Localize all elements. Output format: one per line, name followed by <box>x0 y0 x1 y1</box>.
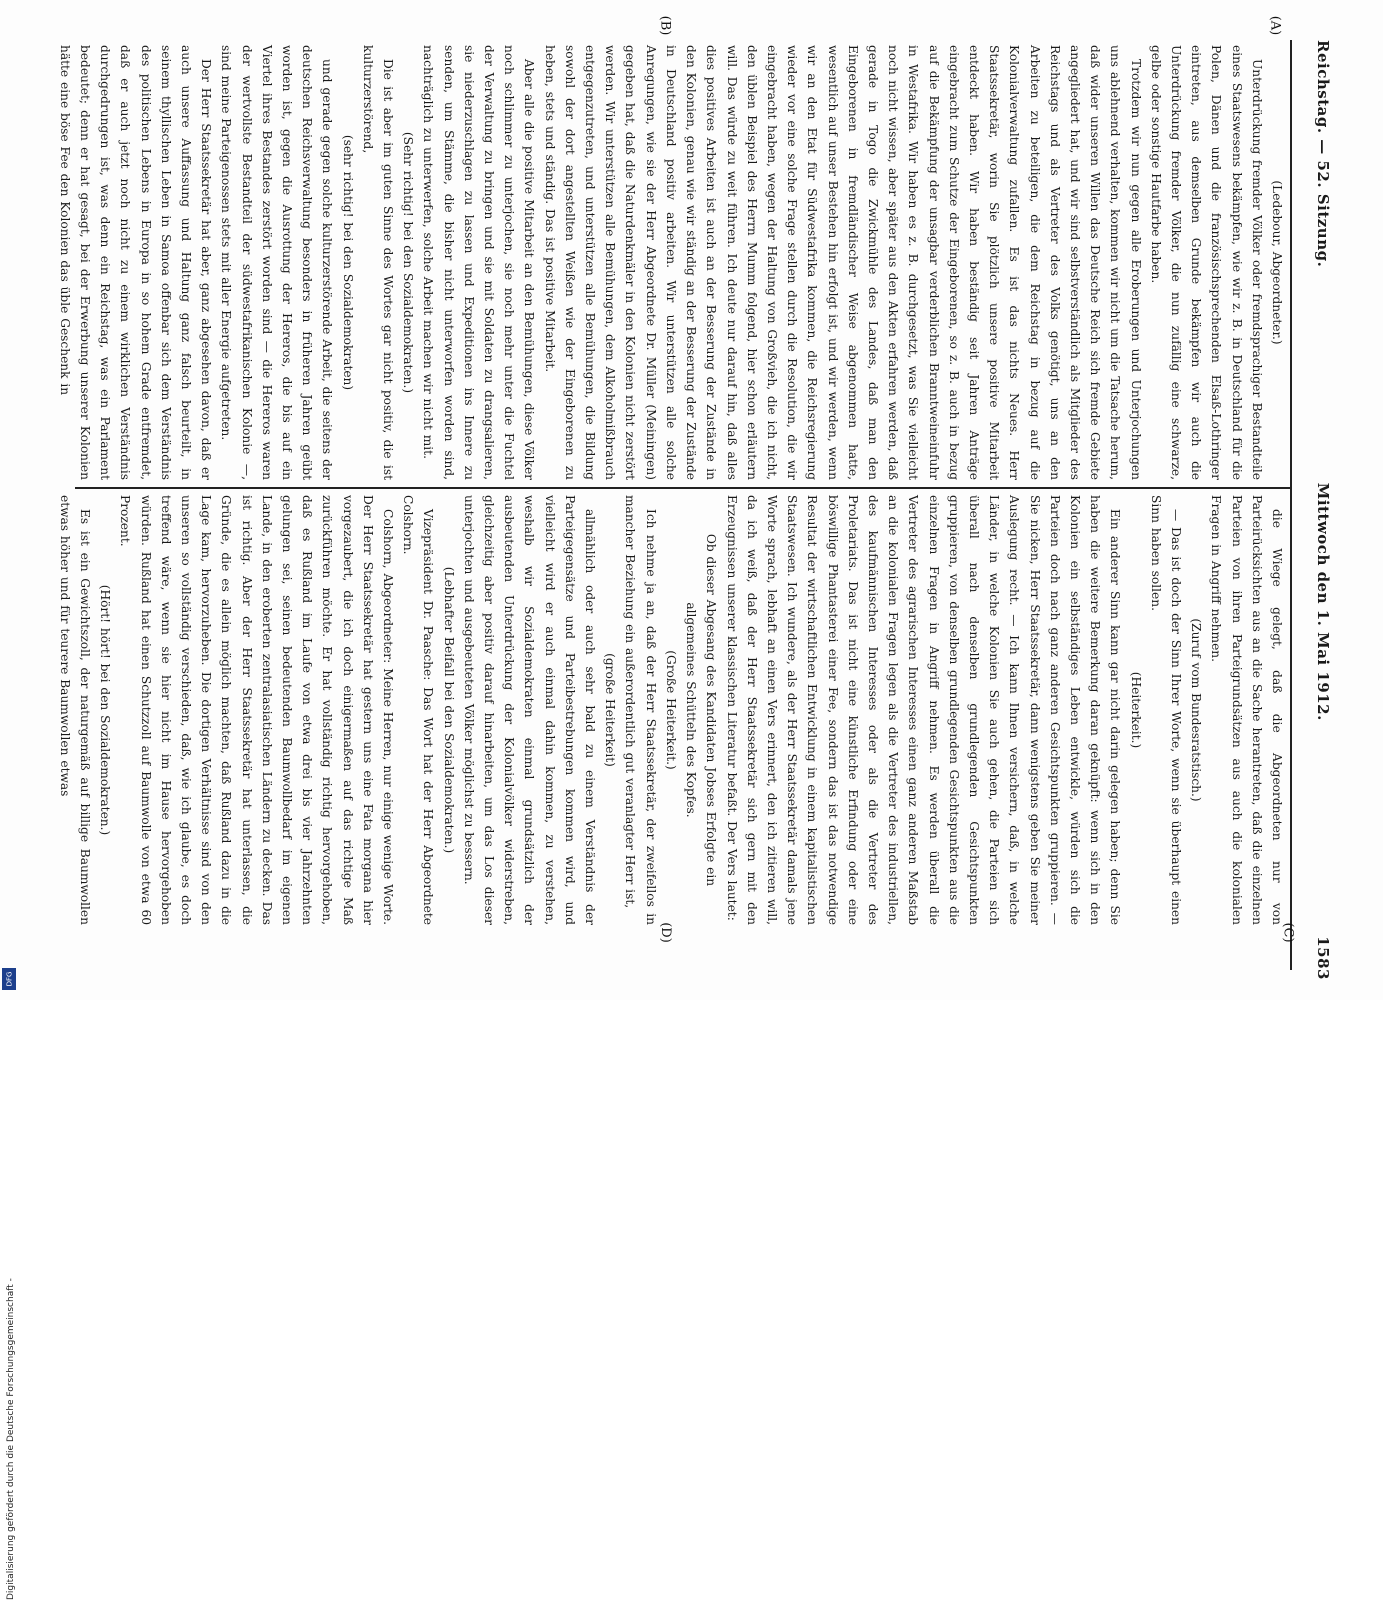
interjection: (Zuruf vom Bundesratstisch.) <box>1189 618 1204 802</box>
left-column <box>57 45 1287 480</box>
paragraph: Der Herr Staatssekretär hat aber, ganz abgesehen davon, daß er auch unsere Auffassung und Haltung ganz falsch beurteilt, in seinem thyllischen Leben in Samoa offenbar sich dem Verständnis des politischen Lebens in Europa in so hohem Grade entfremdet, daß er auch jetzt noch nicht zu einem wirklichen Verständnis durchgedrungen ist, was denn ein Reichstag, was ein Parlament bedeutet; denn er hat gesagt, bei der Erwerbung unserer Kolonien hätte eine böse Fee den Kolonien das üble Geschenk in <box>57 45 214 480</box>
paragraph: und gerade gegen solche kulturzerstörende Arbeit, die seitens der deutschen Reichsverwaltung besonders in früheren Jahren geübt worden ist, gegen die Ausrottung der Hereros, die bis auf ein Viertel ihres Bestandes zerstört worden sind — die Hereros waren der wertvollste Bestandteil der südwestafrikanischen Kolonie —, sind meine Parteigenossen stets mit aller Energie aufgetreten. <box>219 45 335 480</box>
header-left: Reichstag. — 52. Sitzung. <box>1314 40 1332 268</box>
paragraph: allmählich oder auch sehr bald zu einem Verständnis der Parteigegensätze und Parteibestrebungen kommen wird, und vielleicht wird er auch einmal dahin kommen, zu verstehen, weshalb wir Sozialdemokraten einmal grundsätzlich der ausbeutenden Unterdrückung der Kolonialvölker widerstreben, gleichzeitig aber positiv darauf hinarbeiten, um das Los dieser unterjochten und ausgebeuteten Völker möglichst zu bessern. <box>461 495 598 925</box>
running-header <box>1302 40 1332 980</box>
header-rule <box>1290 40 1292 970</box>
interjection: (Lebhafter Beifall bei den Sozialdemokraten.) <box>441 566 456 854</box>
paragraph: Ich nehme ja an, daß der Herr Staatssekretär, der zweifellos in mancher Beziehung ein außerordentlich gut veranlagter Herr ist, <box>623 495 658 925</box>
column-divider <box>75 487 1290 489</box>
paragraph: die Wiege gelegt, daß die Abgeordneten nur von Parteirücksichten aus an die Sache herantreten, daß die einzelnen Parteien von ihren Parteigrundsätzen aus auch die kolonialen Fragen in Angriff nehmen. <box>1209 495 1284 925</box>
header-center: Mittwoch den 1. Mai 1912. <box>1314 482 1332 721</box>
paragraph: Ein anderer Sinn kann gar nicht darin gelegen haben; denn Sie haben die weitere Bemerkung daran geknüpft: wenn sich in den Kolonien ein selbständiges Leben entwickle, würden sich die Parteien doch nach ganz anderen Gesichtspunkten gruppieren. — Sie nicken, Herr Staatssekretär, dann wenigstens geben Sie meiner Auslegung recht. — Ich kann Ihnen versichern, daß, in welche Länder, in welche Kolonien Sie auch gehen, die Parteien sich überall nach denselben grundlegenden Gesichtspunkten gruppieren, von denselben grundlegenden Gesichtspunkten aus die einzelnen Fragen in Angriff nehmen. Es werden überall die Vertreter des agrarischen Interesses einen ganz anderen Maßstab an die kolonialen Fragen legen als die Vertreter des industriellen, des kaufmännischen Interesses oder als die Vertreter des Proletariats. Das ist nicht eine künstliche Erfindung oder eine böswillige Phantasterei einer Fee, sondern das ist das notwendige Resultat der wirtschaftlichen Entwicklung in einem kapitalistischen Staatswesen. Ich wundere, als der Herr Staatssekretär damals jene Worte sprach, lebhaft an einen Vers erinnert, den ich zitieren will, da ich weiß, daß der Herr Staatssekretär sich gern mit den Erzeugnissen unserer klassischen Literatur befaßt. Der Vers lautet: <box>724 495 1123 925</box>
digitization-note <box>2 600 16 1600</box>
interjection: (Große Heiterkeit.) <box>663 650 678 770</box>
interjection: (Heiterkeit.) <box>1128 671 1143 749</box>
speaker-line: (Ledebour, Abgeordneter.) <box>1270 180 1284 345</box>
interjection: (Sehr richtig! bei den Sozialdemokraten.) <box>401 131 416 394</box>
paragraph: Aber alle die positive Mitarbeit an den Bemühungen, diese Völker noch schlimmer zu unterjochen, sie noch mehr unter die Fuchtel der Verwaltung zu bringen und sie mit Soldaten zu drangsalieren, sie niederzuschlagen zu lassen und Expeditionen ins Innere zu senden, um Stämme, die bisher nicht unterworfen worden sind, nachträglich zu unterwerfen, solche Arbeit machen wir nicht mit. <box>421 45 537 480</box>
margin-marker-c: (C) <box>1280 922 1296 943</box>
margin-marker-b: (B) <box>657 15 673 36</box>
interjection: (große Heiterkeit) <box>603 653 618 767</box>
page-number: 1583 <box>1314 936 1332 980</box>
right-column <box>57 495 1287 925</box>
paragraph: Trotzdem wir nun gegen alle Eroberungen und Unterjochungen uns ablehnend verhalten, kommen wir nicht um die Tatsache herum, daß wider unseren Willen das Deutsche Reich sich fremde Gebiete angegliedert hat, und wir sind selbstverständlich als Mitglieder des Reichstags und als Vertreter des Volks genötigt, uns an den Arbeiten zu beteiligen, die dem Reichstag in bezug auf die Kolonialverwaltung zufallen. Es ist das nichts Neues. Herr Staatssekretär, worin Sie plötzlich unsere positive Mitarbeit entdeckt haben. Wir haben beständig seit Jahren Anträge eingebracht zum Schutze der Eingeborenen, so z. B. auch in bezug auf die Bekämpfung der unsagbar verderblichen Branntweineinfuhr in Westafrika. Wir haben es z. B. durchgesetzt, was Sie vielleicht noch nicht wissen, aber später aus den Akten erfahren werden, daß gerade in Togo die Zwickmühle des Landes, daß man den Eingeborenen in fremdländischer Weise abgenommen hatte, wesentlich auf unser Bestehen hin erfolgt ist, und wir werden, wenn wir an den Etat für Südwestafrika kommen, die Reichsregierung wieder vor eine solche Frage stellen durch die Resolution, die wir eingebracht haben, wegen der Haltung von Großvieh, die ich nicht, den üblen Beispiel des Herrn Mumm folgend, hier schon erläutern will. Das würde zu weit führen. Ich deute nur darauf hin, daß alles dies positives Arbeiten ist auch an der Besserung der Zustände in den Kolonien, genau wie wir ständig an der Besserung der Zustände in Deutschland positiv arbeiten. Wir unterstützen alle solche Anregungen, wie sie der Herr Abgeordnete Dr. Müller (Meiningen) gegeben hat, daß die Naturdenkmäler in den Kolonien nicht zerstört werden. Wir unterstützen alle Bemühungen, dem Alkoholmißbrauch entgegenzutreten, und unterstützen alle Bemühungen, die Bildung sowohl der dort angestellten Weißen wie der Eingeborenen zu heben, stets und ständig. Das ist positive Mitarbeit. <box>542 45 1143 480</box>
margin-marker-a: (A) <box>1267 15 1283 36</box>
dfg-logo <box>2 968 16 990</box>
interjection: (Hört! hört! bei den Sozialdemokraten.) <box>98 584 113 836</box>
paragraph: Die ist aber im guten Sinne des Wortes gar nicht positiv, die ist kulturzerstörend, <box>360 45 396 480</box>
digitization-text: Digitalisierung gefördert durch die Deutsche Forschungsgemeinschaft - <box>6 1278 16 1600</box>
paragraph: Unterdrückung fremder Völker oder fremdsprachiger Bestandteile eines Staatswesens bekämpfen, wie wir z. B. in Deutschland für die Polen, Dänen und die französischsprechenden Elsaß-Lothringer eintreten, aus demselben Grunde bekämpfen wir auch die Unterdrückung fremder Völker, die nun zufällig eine schwarze, gelbe oder sonstige Hautfarbe haben. <box>1148 45 1264 480</box>
paragraph: Colshorn, Abgeordneter: Meine Herren, nur einige wenige Worte. Der Herr Staatssekretär hat gestern uns eine Fata morgana hier vorgezaubert, die ich doch einigermaßen auf das richtige Maß zurückführen möchte. Er hat vollständig richtig hervorgehoben, daß es Rußland im Laufe von etwa drei bis vier Jahrzehnten gelungen sei, seinen bedeutenden Baumwollbedarf im eigenen Lande, in den eroberten zentralasiatischen Ländern zu decken. Das ist richtig. Aber der Herr Staatssekretär hat unterlassen, die Gründe, die es allein möglich machten, daß Rußland dazu in die Lage kam, hervorzuheben. Die dortigen Verhältnisse sind von den unseren so vollständig verschieden, daß, wie ich glaube, es doch treffend wäre, wenn sie hier nicht im Hause hervorgehoben würden. Rußland hat einen Schutzzoll auf Baumwolle von etwa 60 Prozent. <box>118 495 396 925</box>
paragraph: Es ist ein Gewichtszoll, der naturgemäß auf billige Baumwollen etwas höher und für teurere Baumwollen etwas <box>57 495 93 925</box>
dfg-logo-text: DFG <box>5 971 13 987</box>
paragraph: — Das ist doch der Sinn Ihrer Worte, wenn sie überhaupt einen Sinn haben sollen. <box>1148 495 1183 925</box>
margin-marker-d: (D) <box>657 922 673 943</box>
verse-quote: Ob dieser Abgesang des Kandidaten Jobses Erfolgte ein allgemeines Schütteln des Kopfes. <box>684 533 719 887</box>
interjection: (sehr richtig! bei den Sozialdemokraten) <box>340 134 355 391</box>
paragraph: Vizepräsident Dr. Paasche: Das Wort hat der Herr Abgeordnete Colshorn. <box>401 495 436 925</box>
